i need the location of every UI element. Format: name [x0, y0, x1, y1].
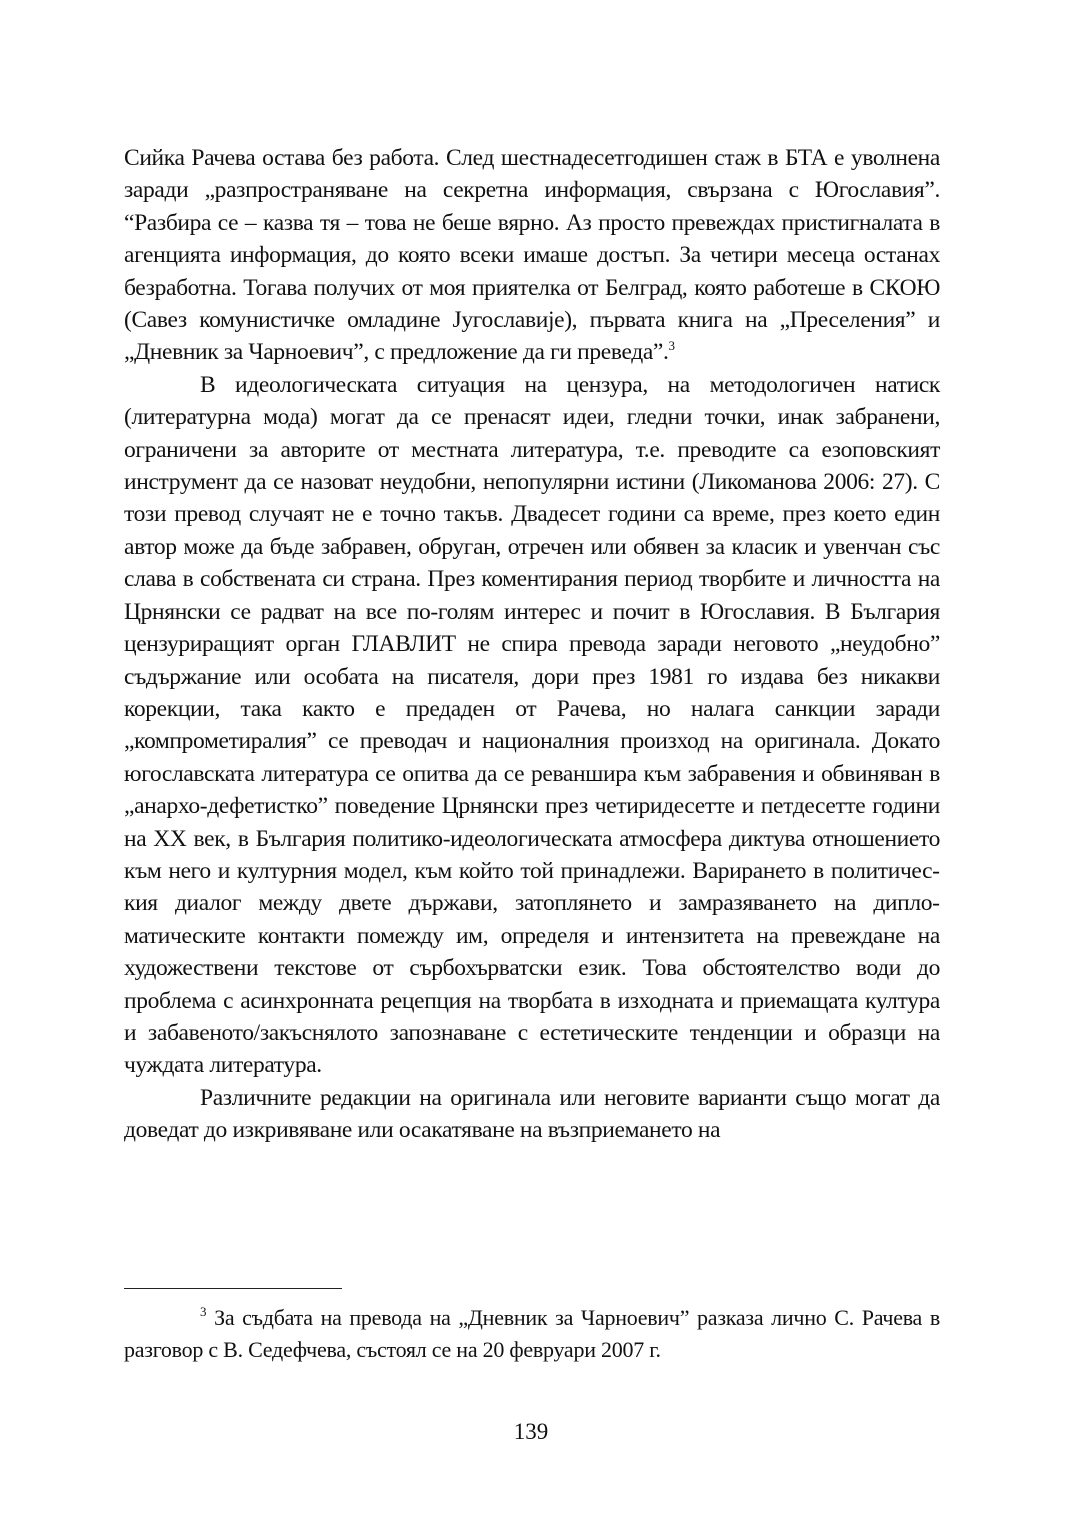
- paragraph-1: [124, 142, 940, 369]
- footnote-text: За съдбата на превода на „Дневник за Чарноевич” разказа лично С. Рачева в разговор с В. Седефчева, състоял се на 20 февруари 2007 г.: [124, 1305, 941, 1362]
- paragraph-3: Различните редакции на оригинала или неговите варианти също могат да доведат до изкривяване или осакатяване на възприемането на: [124, 1084, 940, 1144]
- paragraph-1-text: Сийка Рачева остава без работа. След шестнадесетгодишен стаж в БТА е уволнена заради „разпространяване на секретна информация, свързана с Югославия”. “Разбира се – казва тя – това не беше вярно. Аз просто превеждах пристигналата в агенцията информация, до която всеки имаше достъп. За четири месеца останах безработна. Тогава получих от моя приятелка от Белград, която работеше в СКОЮ (Савез комунистичке омладине Југославије), първата книга на „Преселения” и „Дневник за Чарноевич”, с предложение да ги преведа”.: [124, 145, 940, 366]
- footnote-separator: [124, 1288, 342, 1289]
- page-number: 139: [513, 1419, 549, 1444]
- page-body: [124, 142, 940, 1147]
- footnote-reference[interactable]: 3: [668, 338, 675, 354]
- paragraph-2: В идеологическата ситуация на цензура, на методологичен натиск (литературна мода) могат да се пренасят идеи, гледни точки, инак забранени, ограничени за авторите от местната литература, т.е. преводите са езоповският инструмент да се назоват неудобни, непопулярни истини (Ликоманова 2006: 27). С този превод случаят не е точно такъв. Двадесет години са време, през което един автор може да бъде забравен, обруган, отречен или обявен за класик и увенчан със слава в собствената си страна. През коментирания период творбите и личността на Црнянски се радват на все по-голям интерес и почит в Югославия. В България цензуриращият орган ГЛАВЛИТ не спира превода заради неговото „неудобно” съдържание или особата на писателя, дори през 1981 го издава без никакви корекции, така както е предаден от Рачева, но налага санкции заради „компрометиралия” се преводач и националния произход на оригинала. Докато югославската литература се опитва да се реваншира към забравения и обвиняван в „анархо-дефетистко” поведение Црнянски през четиридесетте и петдесетте години на XX век, в България политико-идеологическата атмосфера диктува отношението към него и културния модел, към който той принадлежи. Варирането в политическия диалог между двете държави, затоплянето и замразяването на дипломатическите контакти помежду им, определя и интензитета на превеждане на художествени текстове от сърбохърватски език. Това обстоятелство води до проблема с асинхронната рецепция на творбата в изходната и приемащата култура и забавеното/закъснялото запознаване с естетическите тенденции и образци на чуждата литература.: [124, 371, 940, 1079]
- footnote: [124, 1302, 940, 1366]
- footnote-number: 3: [200, 1304, 207, 1319]
